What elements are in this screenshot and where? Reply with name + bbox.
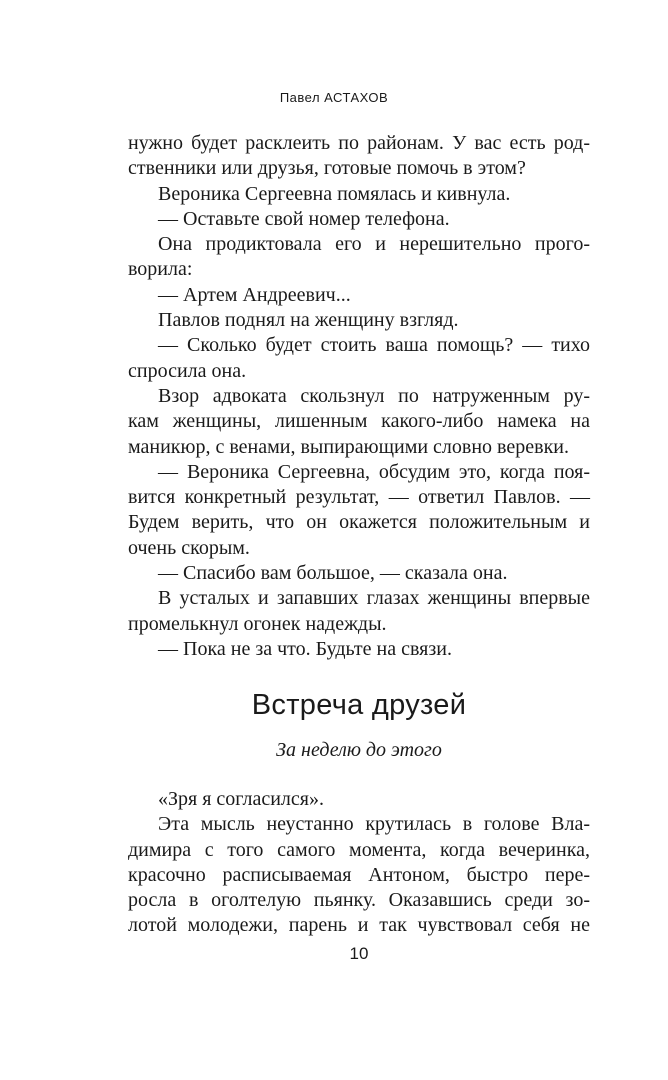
- running-head: Павел АСТАХОВ: [279, 90, 389, 105]
- text-line: Будем верить, что он окажется положительным и: [128, 511, 590, 534]
- text-line: — Артем Андреевич...: [158, 283, 351, 306]
- text-line: маникюр, с венами, выпирающими словно веревки.: [128, 435, 569, 458]
- text-line: промелькнул огонек надежды.: [128, 612, 387, 635]
- text-line: — Спасибо вам большое, — сказала она.: [158, 562, 508, 585]
- chapter-epigraph: За неделю до этого: [276, 739, 442, 761]
- text-line: очень скорым.: [128, 536, 250, 559]
- text-line: ственники или друзья, готовые помочь в этом?: [128, 157, 526, 180]
- text-line: ворила:: [128, 258, 193, 281]
- text-line: нужно будет расклеить по районам. У вас есть род-: [128, 132, 590, 154]
- text-line: Вероника Сергеевна помялась и кивнула.: [158, 182, 511, 205]
- body-text-top: [128, 131, 590, 662]
- text-line: кам женщины, лишенным какого-либо намека на: [128, 410, 590, 433]
- body-text-bottom: [128, 787, 590, 939]
- text-line: лотой молодежи, парень и так чувствовал себя не: [128, 914, 590, 937]
- text-line: Взор адвоката скользнул по натруженным ру-: [158, 384, 590, 407]
- text-line: — Оставьте свой номер телефона.: [158, 207, 450, 230]
- text-line: спросила она.: [128, 359, 247, 382]
- text-line: вится конкретный результат, — ответил Павлов. —: [128, 486, 590, 509]
- text-line: В усталых и запавших глазах женщины впервые: [158, 587, 590, 610]
- text-line: — Сколько будет стоить ваша помощь? — тихо: [158, 334, 590, 357]
- page-number: 10: [349, 944, 369, 963]
- text-line: росла в оголтелую пьянку. Оказавшись среди зо-: [128, 889, 590, 912]
- text-line: — Вероника Сергеевна, обсудим это, когда поя-: [158, 460, 590, 483]
- text-line: — Пока не за что. Будьте на связи.: [158, 637, 452, 660]
- text-line: «Зря я согласился».: [158, 788, 324, 810]
- text-line: красочно расписываемая Антоном, быстро пере-: [128, 863, 590, 886]
- text-line: димира с того самого момента, когда вечеринка,: [128, 838, 590, 861]
- text-line: Эта мысль неустанно крутилась в голове Вла-: [158, 813, 590, 836]
- text-line: Она продиктовала его и нерешительно прого-: [158, 233, 590, 256]
- chapter-title: Встреча друзей: [251, 689, 467, 721]
- text-line: Павлов поднял на женщину взгляд.: [158, 309, 459, 332]
